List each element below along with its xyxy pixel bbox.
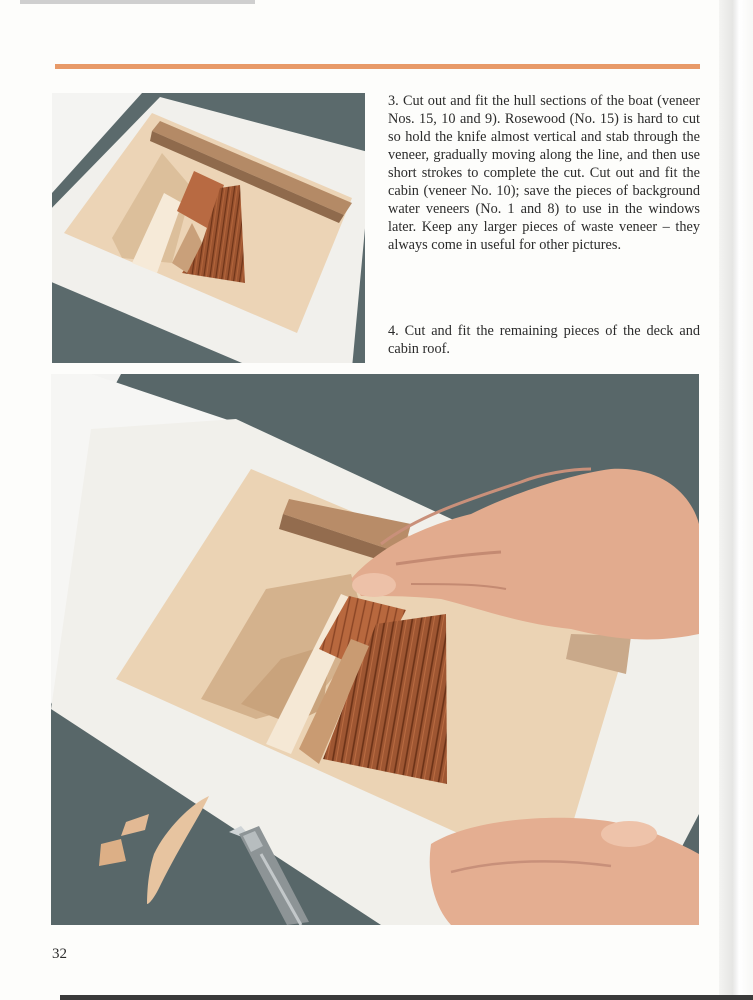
step4-text: 4. Cut and fit the remaining pieces of the deck and cabin roof. xyxy=(388,323,700,357)
step3-photo xyxy=(52,93,365,363)
header-rule xyxy=(55,64,700,69)
page-bottom-edge xyxy=(60,995,753,1000)
page-edge xyxy=(719,0,753,1000)
page-number: 32 xyxy=(52,946,67,962)
step3-text: 3. Cut out and fit the hull sections of the boat (veneer Nos. 15, 10 and 9). Rosewood (No. 15) is hard to cut so hold the knife almost vertical and stab through the veneer, gradually moving along the line, and then use short strokes to complete the cut. Cut out and fit the cabin (veneer No. 10); save the pieces of background water veneers (No. 1 and 8) to use in the windows later. Keep any larger pieces of waste veneer – they always come in useful for other pictures. xyxy=(388,93,700,253)
step4-photo xyxy=(51,374,699,925)
page-top-shadow xyxy=(20,0,255,4)
